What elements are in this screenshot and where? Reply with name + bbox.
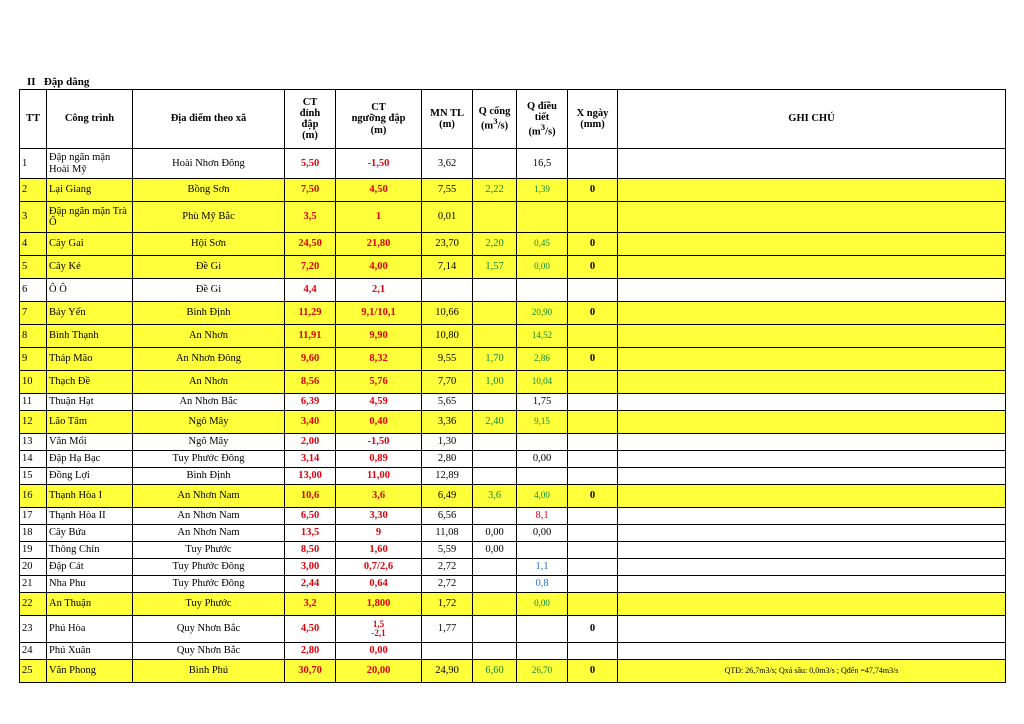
cell-name: Thạnh Hòa I xyxy=(47,485,133,508)
cell-name: Văn Mối xyxy=(47,434,133,451)
cell-note xyxy=(618,593,1006,616)
cell-q-dieu-tiet: 1,75 xyxy=(517,394,568,411)
cell-mntl: 9,55 xyxy=(422,348,473,371)
cell-name: Nha Phu xyxy=(47,576,133,593)
cell-name: Đồng Lợi xyxy=(47,468,133,485)
cell-ct-dinh: 11,91 xyxy=(285,325,336,348)
cell-location: An Nhơn xyxy=(133,325,285,348)
cell-q-cong xyxy=(473,394,517,411)
cell-tt: 5 xyxy=(20,256,47,279)
cell-q-dieu-tiet: 26,70 xyxy=(517,660,568,683)
cell-tt: 4 xyxy=(20,233,47,256)
cell-ct-nguong: 4,00 xyxy=(336,256,422,279)
cell-mntl xyxy=(422,643,473,660)
table-row xyxy=(20,643,1006,660)
cell-ct-dinh: 24,50 xyxy=(285,233,336,256)
cell-tt: 7 xyxy=(20,302,47,325)
cell-location: Hội Sơn xyxy=(133,233,285,256)
col-ct-dinh: CT đỉnh đập (m) xyxy=(285,90,336,149)
cell-ct-nguong: -1,50 xyxy=(336,149,422,179)
cell-location: Hoài Nhơn Đông xyxy=(133,149,285,179)
cell-q-dieu-tiet xyxy=(517,643,568,660)
cell-ct-nguong: 0,00 xyxy=(336,643,422,660)
cell-ct-dinh: 9,60 xyxy=(285,348,336,371)
cell-ct-nguong: 0,40 xyxy=(336,411,422,434)
cell-q-dieu-tiet xyxy=(517,279,568,302)
table-row xyxy=(20,302,1006,325)
col-note: GHI CHÚ xyxy=(618,90,1006,149)
table-row xyxy=(20,371,1006,394)
table-row xyxy=(20,525,1006,542)
cell-ct-dinh: 2,44 xyxy=(285,576,336,593)
cell-note xyxy=(618,371,1006,394)
table-row xyxy=(20,434,1006,451)
table-row xyxy=(20,508,1006,525)
cell-name: Cây Gai xyxy=(47,233,133,256)
col-mntl: MN TL (m) xyxy=(422,90,473,149)
cell-q-cong: 1,70 xyxy=(473,348,517,371)
cell-tt: 9 xyxy=(20,348,47,371)
cell-q-dieu-tiet: 10,04 xyxy=(517,371,568,394)
cell-x-ngay xyxy=(568,508,618,525)
cell-location: Đề Gi xyxy=(133,279,285,302)
cell-x-ngay xyxy=(568,371,618,394)
cell-q-dieu-tiet xyxy=(517,616,568,643)
cell-ct-dinh: 6,39 xyxy=(285,394,336,411)
cell-note xyxy=(618,202,1006,233)
cell-q-dieu-tiet: 0,00 xyxy=(517,525,568,542)
cell-q-dieu-tiet: 14,52 xyxy=(517,325,568,348)
cell-tt: 17 xyxy=(20,508,47,525)
cell-q-dieu-tiet: 1,39 xyxy=(517,179,568,202)
cell-mntl: 10,66 xyxy=(422,302,473,325)
cell-note xyxy=(618,576,1006,593)
cell-q-cong: 3,6 xyxy=(473,485,517,508)
table-row xyxy=(20,559,1006,576)
cell-tt: 2 xyxy=(20,179,47,202)
cell-tt: 13 xyxy=(20,434,47,451)
cell-ct-nguong: 21,80 xyxy=(336,233,422,256)
cell-ct-nguong: 9,90 xyxy=(336,325,422,348)
cell-q-cong: 2,40 xyxy=(473,411,517,434)
cell-tt: 14 xyxy=(20,451,47,468)
cell-ct-dinh: 11,29 xyxy=(285,302,336,325)
cell-name: Đập Hạ Bạc xyxy=(47,451,133,468)
cell-name: Bình Thạnh xyxy=(47,325,133,348)
cell-x-ngay: 0 xyxy=(568,616,618,643)
cell-name: Cây Bứa xyxy=(47,525,133,542)
cell-note xyxy=(618,485,1006,508)
table-row xyxy=(20,179,1006,202)
cell-ct-nguong: 1 xyxy=(336,202,422,233)
cell-q-dieu-tiet: 2,86 xyxy=(517,348,568,371)
cell-x-ngay xyxy=(568,576,618,593)
cell-q-dieu-tiet: 20,90 xyxy=(517,302,568,325)
cell-q-cong xyxy=(473,593,517,616)
cell-note xyxy=(618,394,1006,411)
table-row xyxy=(20,256,1006,279)
cell-ct-nguong: 1,5 -2,1 xyxy=(336,616,422,643)
cell-x-ngay: 0 xyxy=(568,348,618,371)
cell-location: Tuy Phước xyxy=(133,593,285,616)
cell-q-dieu-tiet: 1,1 xyxy=(517,559,568,576)
cell-ct-dinh: 2,80 xyxy=(285,643,336,660)
cell-ct-dinh: 3,40 xyxy=(285,411,336,434)
cell-q-dieu-tiet: 9,15 xyxy=(517,411,568,434)
cell-location: Bình Định xyxy=(133,302,285,325)
table-row xyxy=(20,542,1006,559)
table-row xyxy=(20,149,1006,179)
cell-x-ngay xyxy=(568,279,618,302)
cell-q-cong xyxy=(473,576,517,593)
col-name: Công trình xyxy=(47,90,133,149)
cell-tt: 11 xyxy=(20,394,47,411)
cell-tt: 25 xyxy=(20,660,47,683)
cell-ct-nguong: 20,00 xyxy=(336,660,422,683)
cell-ct-nguong: 5,76 xyxy=(336,371,422,394)
section-name: Đập dâng xyxy=(43,76,90,88)
cell-ct-nguong: 3,30 xyxy=(336,508,422,525)
cell-ct-dinh: 7,20 xyxy=(285,256,336,279)
cell-note xyxy=(618,616,1006,643)
cell-ct-nguong: -1,50 xyxy=(336,434,422,451)
cell-ct-nguong: 0,89 xyxy=(336,451,422,468)
table-row xyxy=(20,233,1006,256)
cell-mntl: 11,08 xyxy=(422,525,473,542)
cell-ct-nguong: 2,1 xyxy=(336,279,422,302)
cell-x-ngay xyxy=(568,202,618,233)
cell-location: An Nhơn Nam xyxy=(133,525,285,542)
cell-q-cong xyxy=(473,279,517,302)
cell-ct-dinh: 8,50 xyxy=(285,542,336,559)
cell-ct-dinh: 6,50 xyxy=(285,508,336,525)
cell-note xyxy=(618,179,1006,202)
cell-q-dieu-tiet: 0,00 xyxy=(517,256,568,279)
cell-q-dieu-tiet: 8,1 xyxy=(517,508,568,525)
cell-q-dieu-tiet: 0,00 xyxy=(517,451,568,468)
table-row xyxy=(20,616,1006,643)
cell-ct-nguong: 0,7/2,6 xyxy=(336,559,422,576)
cell-name: Thuận Hạt xyxy=(47,394,133,411)
cell-tt: 23 xyxy=(20,616,47,643)
cell-note xyxy=(618,302,1006,325)
cell-location: Bình Định xyxy=(133,468,285,485)
cell-q-dieu-tiet: 0,8 xyxy=(517,576,568,593)
cell-tt: 10 xyxy=(20,371,47,394)
cell-tt: 18 xyxy=(20,525,47,542)
dam-table xyxy=(19,89,1006,683)
cell-x-ngay: 0 xyxy=(568,485,618,508)
cell-q-cong xyxy=(473,149,517,179)
cell-location: An Nhơn Bắc xyxy=(133,394,285,411)
cell-location: Ngô Mây xyxy=(133,434,285,451)
cell-location: Ngô Mây xyxy=(133,411,285,434)
cell-ct-dinh: 4,4 xyxy=(285,279,336,302)
cell-ct-dinh: 4,50 xyxy=(285,616,336,643)
table-row xyxy=(20,325,1006,348)
cell-x-ngay xyxy=(568,451,618,468)
cell-tt: 22 xyxy=(20,593,47,616)
col-tt: TT xyxy=(20,90,47,149)
cell-note xyxy=(618,348,1006,371)
table-row xyxy=(20,468,1006,485)
cell-x-ngay: 0 xyxy=(568,179,618,202)
cell-x-ngay xyxy=(568,325,618,348)
cell-name: An Thuận xyxy=(47,593,133,616)
cell-x-ngay: 0 xyxy=(568,660,618,683)
cell-name: Phú Hòa xyxy=(47,616,133,643)
cell-ct-nguong: 11,00 xyxy=(336,468,422,485)
cell-note xyxy=(618,256,1006,279)
table-row xyxy=(20,394,1006,411)
cell-mntl: 2,72 xyxy=(422,576,473,593)
cell-location: Quy Nhơn Bắc xyxy=(133,616,285,643)
cell-x-ngay xyxy=(568,559,618,576)
cell-mntl: 7,14 xyxy=(422,256,473,279)
cell-x-ngay xyxy=(568,149,618,179)
cell-q-dieu-tiet: 4,00 xyxy=(517,485,568,508)
cell-mntl: 1,77 xyxy=(422,616,473,643)
section-title xyxy=(27,76,89,88)
cell-mntl: 6,49 xyxy=(422,485,473,508)
cell-ct-dinh: 2,00 xyxy=(285,434,336,451)
cell-name: Bảy Yển xyxy=(47,302,133,325)
cell-note xyxy=(618,233,1006,256)
cell-ct-dinh: 7,50 xyxy=(285,179,336,202)
cell-q-dieu-tiet xyxy=(517,468,568,485)
cell-tt: 20 xyxy=(20,559,47,576)
cell-note xyxy=(618,149,1006,179)
cell-ct-dinh: 3,14 xyxy=(285,451,336,468)
cell-mntl: 6,56 xyxy=(422,508,473,525)
table-row xyxy=(20,279,1006,302)
col-x-ngay: X ngày (mm) xyxy=(568,90,618,149)
cell-x-ngay xyxy=(568,643,618,660)
cell-q-cong xyxy=(473,325,517,348)
cell-mntl: 0,01 xyxy=(422,202,473,233)
cell-x-ngay: 0 xyxy=(568,256,618,279)
cell-name: Tháp Mão xyxy=(47,348,133,371)
cell-q-cong: 0,00 xyxy=(473,525,517,542)
header-row xyxy=(20,90,1006,149)
table-row xyxy=(20,576,1006,593)
cell-q-cong xyxy=(473,451,517,468)
cell-mntl: 1,30 xyxy=(422,434,473,451)
cell-note xyxy=(618,542,1006,559)
cell-note xyxy=(618,411,1006,434)
table-row xyxy=(20,451,1006,468)
cell-x-ngay xyxy=(568,542,618,559)
cell-tt: 3 xyxy=(20,202,47,233)
cell-mntl: 23,70 xyxy=(422,233,473,256)
section-number: II xyxy=(27,76,36,88)
col-location: Địa điểm theo xã xyxy=(133,90,285,149)
cell-ct-dinh: 3,00 xyxy=(285,559,336,576)
cell-q-cong xyxy=(473,302,517,325)
cell-tt: 19 xyxy=(20,542,47,559)
cell-note xyxy=(618,525,1006,542)
cell-note xyxy=(618,643,1006,660)
cell-q-dieu-tiet xyxy=(517,542,568,559)
cell-tt: 24 xyxy=(20,643,47,660)
cell-name: Lão Tâm xyxy=(47,411,133,434)
cell-tt: 16 xyxy=(20,485,47,508)
cell-location: Phù Mỹ Bắc xyxy=(133,202,285,233)
cell-tt: 21 xyxy=(20,576,47,593)
cell-location: An Nhơn Nam xyxy=(133,485,285,508)
cell-name: Đập ngăn mặn Hoài Mỹ xyxy=(47,149,133,179)
table-row xyxy=(20,411,1006,434)
col-q-dieu-tiet: Q điều tiết $(m^3/s)$ xyxy=(517,90,568,149)
cell-name: Phú Xuân xyxy=(47,643,133,660)
cell-ct-dinh: 13,00 xyxy=(285,468,336,485)
cell-location: Quy Nhơn Bắc xyxy=(133,643,285,660)
cell-q-cong: 2,20 xyxy=(473,233,517,256)
table-row xyxy=(20,593,1006,616)
cell-location: An Nhơn Nam xyxy=(133,508,285,525)
cell-tt: 12 xyxy=(20,411,47,434)
cell-ct-dinh: 5,50 xyxy=(285,149,336,179)
cell-x-ngay xyxy=(568,394,618,411)
cell-ct-nguong: 4,50 xyxy=(336,179,422,202)
cell-x-ngay xyxy=(568,593,618,616)
col-ct-nguong: CT ngưỡng đập (m) xyxy=(336,90,422,149)
cell-q-cong: 0,00 xyxy=(473,542,517,559)
cell-x-ngay xyxy=(568,434,618,451)
table-row xyxy=(20,485,1006,508)
cell-location: An Nhơn Đông xyxy=(133,348,285,371)
cell-location: Tuy Phước Đông xyxy=(133,576,285,593)
cell-ct-dinh: 30,70 xyxy=(285,660,336,683)
cell-mntl: 10,80 xyxy=(422,325,473,348)
cell-name: Đập Cát xyxy=(47,559,133,576)
cell-location: Đề Gi xyxy=(133,256,285,279)
cell-name: Thạch Đề xyxy=(47,371,133,394)
cell-q-dieu-tiet xyxy=(517,202,568,233)
cell-ct-nguong: 0,64 xyxy=(336,576,422,593)
cell-mntl: 12,89 xyxy=(422,468,473,485)
cell-x-ngay: 0 xyxy=(568,302,618,325)
cell-q-cong xyxy=(473,202,517,233)
cell-ct-nguong: 4,59 xyxy=(336,394,422,411)
cell-ct-nguong: 1,800 xyxy=(336,593,422,616)
cell-mntl: 5,65 xyxy=(422,394,473,411)
cell-ct-nguong: 9,1/10,1 xyxy=(336,302,422,325)
cell-q-cong xyxy=(473,468,517,485)
cell-note xyxy=(618,468,1006,485)
cell-x-ngay xyxy=(568,468,618,485)
cell-name: Cây Ké xyxy=(47,256,133,279)
cell-note xyxy=(618,451,1006,468)
table-row xyxy=(20,660,1006,683)
cell-location: Tuy Phước xyxy=(133,542,285,559)
cell-name: Ô Ô xyxy=(47,279,133,302)
cell-x-ngay: 0 xyxy=(568,233,618,256)
cell-note xyxy=(618,508,1006,525)
cell-note xyxy=(618,279,1006,302)
cell-ct-dinh: 3,2 xyxy=(285,593,336,616)
cell-q-cong: 1,57 xyxy=(473,256,517,279)
cell-tt: 15 xyxy=(20,468,47,485)
cell-mntl xyxy=(422,279,473,302)
cell-ct-dinh: 8,56 xyxy=(285,371,336,394)
cell-x-ngay xyxy=(568,411,618,434)
cell-note xyxy=(618,434,1006,451)
cell-q-dieu-tiet: 0,00 xyxy=(517,593,568,616)
cell-note: QTĐ: 26,7m3/s; Qxả sâu: 0,0m3/s ; Qđến =47,74m3/s xyxy=(618,660,1006,683)
cell-q-cong xyxy=(473,559,517,576)
cell-note xyxy=(618,325,1006,348)
cell-tt: 8 xyxy=(20,325,47,348)
cell-mntl: 3,36 xyxy=(422,411,473,434)
cell-note xyxy=(618,559,1006,576)
cell-q-cong: 6,60 xyxy=(473,660,517,683)
cell-q-cong: 2,22 xyxy=(473,179,517,202)
cell-name: Lại Giang xyxy=(47,179,133,202)
cell-name: Thông Chín xyxy=(47,542,133,559)
cell-mntl: 1,72 xyxy=(422,593,473,616)
cell-mntl: 2,72 xyxy=(422,559,473,576)
cell-name: Đập ngăn mặn Trà Ổ xyxy=(47,202,133,233)
cell-q-cong: 1,00 xyxy=(473,371,517,394)
cell-q-dieu-tiet: 0,45 xyxy=(517,233,568,256)
cell-q-cong xyxy=(473,434,517,451)
cell-ct-nguong: 3,6 xyxy=(336,485,422,508)
cell-ct-dinh: 13,5 xyxy=(285,525,336,542)
cell-ct-dinh: 3,5 xyxy=(285,202,336,233)
cell-x-ngay xyxy=(568,525,618,542)
cell-mntl: 3,62 xyxy=(422,149,473,179)
cell-name: Văn Phong xyxy=(47,660,133,683)
cell-location: An Nhơn xyxy=(133,371,285,394)
cell-tt: 6 xyxy=(20,279,47,302)
cell-q-dieu-tiet: 16,5 xyxy=(517,149,568,179)
cell-mntl: 24,90 xyxy=(422,660,473,683)
cell-mntl: 7,55 xyxy=(422,179,473,202)
cell-tt: 1 xyxy=(20,149,47,179)
cell-ct-nguong: 8,32 xyxy=(336,348,422,371)
cell-mntl: 2,80 xyxy=(422,451,473,468)
table-row xyxy=(20,202,1006,233)
cell-location: Tuy Phước Đông xyxy=(133,559,285,576)
cell-ct-dinh: 10,6 xyxy=(285,485,336,508)
cell-mntl: 7,70 xyxy=(422,371,473,394)
cell-q-dieu-tiet xyxy=(517,434,568,451)
table-row xyxy=(20,348,1006,371)
col-q-cong: Q cống $(m^3/s)$ xyxy=(473,90,517,149)
cell-q-cong xyxy=(473,616,517,643)
cell-location: Bình Phú xyxy=(133,660,285,683)
cell-q-cong xyxy=(473,643,517,660)
cell-mntl: 5,59 xyxy=(422,542,473,559)
cell-location: Tuy Phước Đông xyxy=(133,451,285,468)
cell-q-cong xyxy=(473,508,517,525)
cell-name: Thạnh Hòa II xyxy=(47,508,133,525)
cell-ct-nguong: 1,60 xyxy=(336,542,422,559)
cell-ct-nguong: 9 xyxy=(336,525,422,542)
cell-location: Bồng Sơn xyxy=(133,179,285,202)
